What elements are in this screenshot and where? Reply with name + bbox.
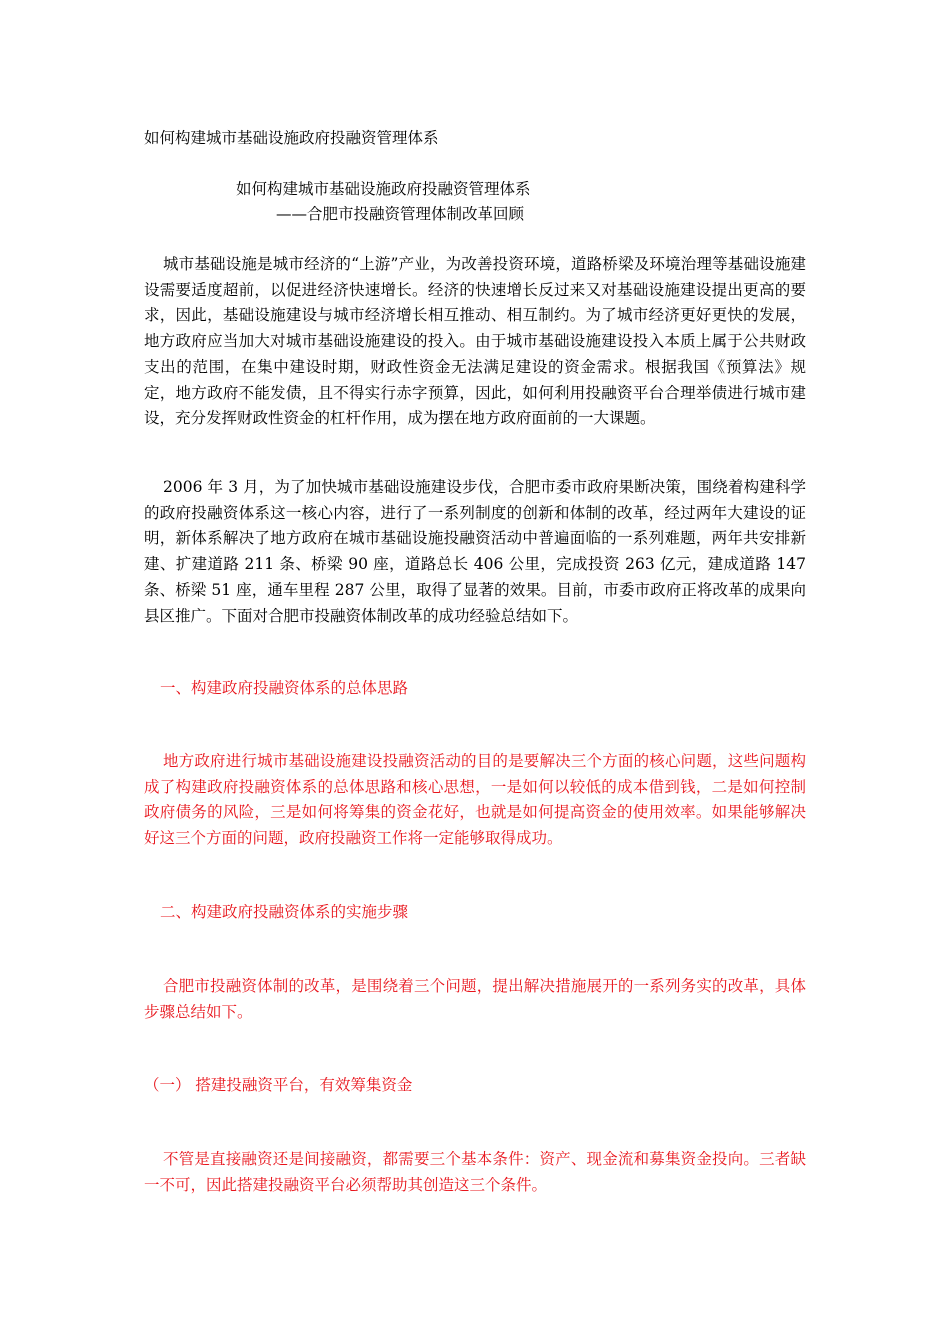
article-title: 如何构建城市基础设施政府投融资管理体系 xyxy=(236,180,531,198)
subsection-paragraph-financing-platform: 不管是直接融资还是间接融资，都需要三个基本条件：资产、现金流和募集资金投向。三者缺一不可，因此搭建投融资平台必须帮助其创造这三个条件。 xyxy=(144,1150,806,1194)
document-title: 如何构建城市基础设施政府投融资管理体系 xyxy=(144,129,439,147)
subsection-heading-financing-platform: （一） 搭建投融资平台，有效筹集资金 xyxy=(144,1076,413,1094)
section-heading-overall-approach: 一、构建政府投融资体系的总体思路 xyxy=(160,679,409,697)
section-paragraph-implementation-steps: 合肥市投融资体制的改革，是围绕着三个问题，提出解决措施展开的一系列务实的改革，具体步骤总结如下。 xyxy=(144,977,806,1021)
section-paragraph-overall-approach: 地方政府进行城市基础设施建设投融资活动的目的是要解决三个方面的核心问题，这些问题构成了构建政府投融资体系的总体思路和核心思想，一是如何以较低的成本借到钱，二是如何控制政府债务的风险，三是如何将筹集的资金花好，也就是如何提高资金的使用效率。如果能够解决好这三个方面的问题，政府投融资工作将一定能够取得成功。 xyxy=(144,752,806,848)
article-subtitle: ——合肥市投融资管理体制改革回顾 xyxy=(276,205,525,223)
intro-paragraph: 城市基础设施是城市经济的“上游”产业，为改善投资环境，道路桥梁及环境治理等基础设施建设需要适度超前，以促进经济快速增长。经济的快速增长反过来又对基础设施建设提出更高的要求，因此，基础设施建设与城市经济增长相互推动、相互制约。为了城市经济更好更快的发展，地方政府应当加大对城市基础设施建设的投入。由于城市基础设施建设投入本质上属于公共财政支出的范围，在集中建设时期，财政性资金无法满足建设的资金需求。根据我国《预算法》规定，地方政府不能发债，且不得实行赤字预算，因此，如何利用投融资平台合理举债进行城市建设，充分发挥财政性资金的杠杆作用，成为摆在地方政府面前的一大课题。 xyxy=(144,255,806,428)
section-heading-implementation-steps: 二、构建政府投融资体系的实施步骤 xyxy=(160,903,409,921)
background-paragraph: 2006 年 3 月，为了加快城市基础设施建设步伐，合肥市委市政府果断决策，围绕着构建科学的政府投融资体系这一核心内容，进行了一系列制度的创新和体制的改革，经过两年大建设的证明，新体系解决了地方政府在城市基础设施投融资活动中普遍面临的一系列难题，两年共安排新建、扩建道路 211 条、桥梁 90 座，道路总长 406 公里，完成投资 263 亿元，建成道路 147 条、桥梁 51 座，通车里程 287 公里，取得了显著的效果。目前，市委市政府正将改革的成果向县区推广。下面对合肥市投融资体制改革的成功经验总结如下。 xyxy=(144,478,806,625)
